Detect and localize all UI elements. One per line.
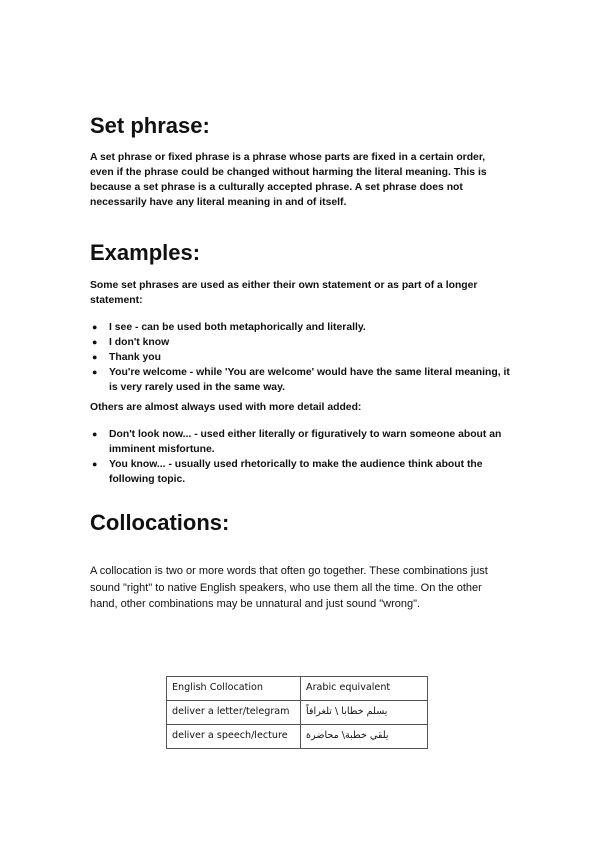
collocations-heading: Collocations:	[90, 510, 230, 535]
examples-list-2	[90, 427, 510, 487]
list-item: ● I don't know	[92, 337, 170, 348]
list-item: ● Thank you	[92, 352, 161, 363]
list-item: ● Don't look now... - used either literally or figuratively to warn someone about an imminent misfortune.	[92, 429, 502, 455]
bullet-icon: ●	[92, 367, 98, 377]
examples-intro: Some set phrases are used as either their own statement or as part of a longer statement:	[90, 280, 478, 306]
table-row	[167, 701, 428, 725]
list-item: ● I see - can be used both metaphorically and literally.	[92, 322, 366, 333]
examples-list-1	[90, 320, 510, 395]
set-phrase-definition: A set phrase or fixed phrase is a phrase whose parts are fixed in a certain order, even if the phrase could be changed without harming the literal meaning. This is because a set phrase is a culturally accepted phrase. A set phrase does not necessarily have any literal meaning in and of itself.	[90, 152, 487, 208]
examples-mid-text: Others are almost always used with more detail added:	[90, 402, 362, 413]
bullet-icon: ●	[92, 322, 98, 332]
set-phrase-heading: Set phrase:	[90, 113, 210, 138]
bullet-icon: ●	[92, 352, 98, 362]
table-cell-arabic: يسلم خطابا \ تلغرافاً	[301, 701, 428, 725]
list-item: ● You know... - usually used rhetorically to make the audience think about the following topic.	[92, 459, 483, 485]
table-header-english: English Collocation	[167, 677, 301, 701]
collocations-definition: A collocation is two or more words that often go together. These combinations just sound "right" to native English speakers, who use them all the time. On the other hand, other combinations may be unnatural and just sound "wrong".	[90, 565, 488, 610]
table-header-row	[167, 677, 428, 701]
list-item: ● You're welcome - while 'You are welcome' would have the same literal meaning, it is very rarely used in the same way.	[92, 367, 510, 393]
table-header-arabic: Arabic equivalent	[301, 677, 428, 701]
bullet-icon: ●	[92, 337, 98, 347]
collocation-table	[166, 676, 428, 749]
table-row	[167, 725, 428, 749]
examples-heading: Examples:	[90, 240, 201, 265]
bullet-icon: ●	[92, 429, 98, 439]
bullet-icon: ●	[92, 459, 98, 469]
table-cell-english: deliver a letter/telegram	[167, 701, 301, 725]
table-cell-arabic: يلقي خطبة\ محاضرة	[301, 725, 428, 749]
table-cell-english: deliver a speech/lecture	[167, 725, 301, 749]
